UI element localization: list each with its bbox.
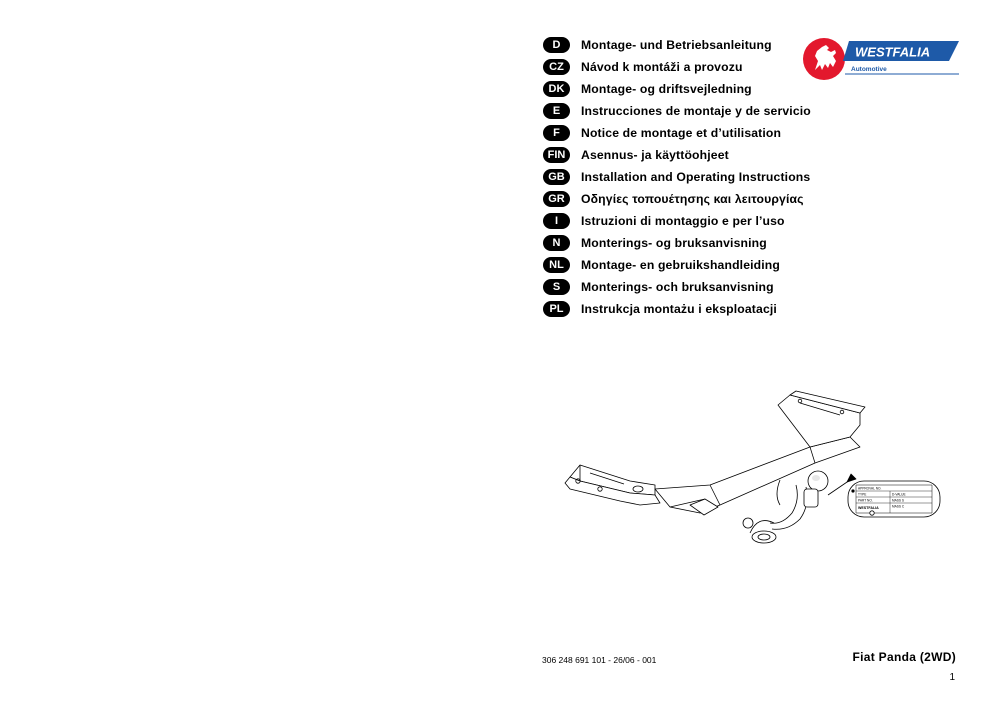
language-row	[543, 300, 777, 318]
language-code-badge: GB	[543, 169, 570, 185]
language-row	[543, 256, 780, 274]
plate-approval-label: APPROVAL NO.	[858, 486, 882, 491]
language-code-badge: F	[543, 125, 570, 141]
language-code-badge: GR	[543, 191, 570, 207]
plate-mass-s-label: MASS S	[892, 498, 905, 503]
cross-tube	[655, 437, 860, 515]
language-row	[543, 212, 785, 230]
language-title: Montage- og driftsvejledning	[581, 82, 752, 96]
language-title: Monterings- og bruksanvisning	[581, 236, 767, 250]
language-row	[543, 146, 729, 164]
language-title: Notice de montage et d’utilisation	[581, 126, 782, 140]
language-row	[543, 80, 752, 98]
language-title: Montage- en gebruikshandleiding	[581, 258, 780, 272]
plate-type-label: TYPE	[858, 492, 867, 497]
language-code-badge: DK	[543, 81, 570, 97]
language-row	[543, 124, 781, 142]
language-row	[543, 190, 804, 208]
language-code-badge: FIN	[543, 147, 570, 163]
language-code-badge: N	[543, 235, 570, 251]
tow-bar-drawing	[560, 385, 950, 555]
logo-wordmark: WESTFALIA	[855, 44, 931, 60]
language-title: Asennus- ja käyttöohjeet	[581, 148, 729, 162]
language-row	[543, 102, 811, 120]
language-row	[543, 234, 767, 252]
language-title: Monterings- och bruksanvisning	[581, 280, 774, 294]
westfalia-logo	[803, 37, 959, 83]
language-code-badge: CZ	[543, 59, 570, 75]
document-number: 306 248 691 101 - 26/06 - 001	[542, 655, 657, 665]
language-title: Οδηγίες τοπουέτησης και λειτουργίας	[581, 192, 804, 206]
page-number: 1	[949, 672, 955, 683]
language-row	[543, 36, 772, 54]
plate-mass-c-label: MASS C	[892, 504, 905, 509]
language-title: Návod k montáži a provozu	[581, 60, 743, 74]
identification-plate	[848, 481, 940, 517]
language-title: Installation and Operating Instructions	[581, 170, 811, 184]
language-row	[543, 58, 743, 76]
language-code-badge: PL	[543, 301, 570, 317]
plate-maker-label: WESTFALIA	[858, 506, 879, 510]
language-title: Instrucciones de montaje y de servicio	[581, 104, 811, 118]
language-code-badge: E	[543, 103, 570, 119]
language-row	[543, 278, 774, 296]
language-code-badge: D	[543, 37, 570, 53]
language-title: Instrukcja montażu i eksploatacji	[581, 302, 777, 316]
language-title: Istruzioni di montaggio e per l’uso	[581, 214, 785, 228]
language-row	[543, 168, 810, 186]
language-title: Montage- und Betriebsanleitung	[581, 38, 772, 52]
vehicle-model: Fiat Panda (2WD)	[852, 650, 956, 664]
left-mounting-bracket	[565, 465, 660, 505]
language-code-badge: NL	[543, 257, 570, 273]
plate-partno-label: PART NO.	[858, 498, 873, 503]
language-code-badge: S	[543, 279, 570, 295]
plate-dvalue-label: D-VALUE	[892, 492, 906, 497]
logo-tagline: Automotive	[851, 66, 887, 73]
language-code-badge: I	[543, 213, 570, 229]
